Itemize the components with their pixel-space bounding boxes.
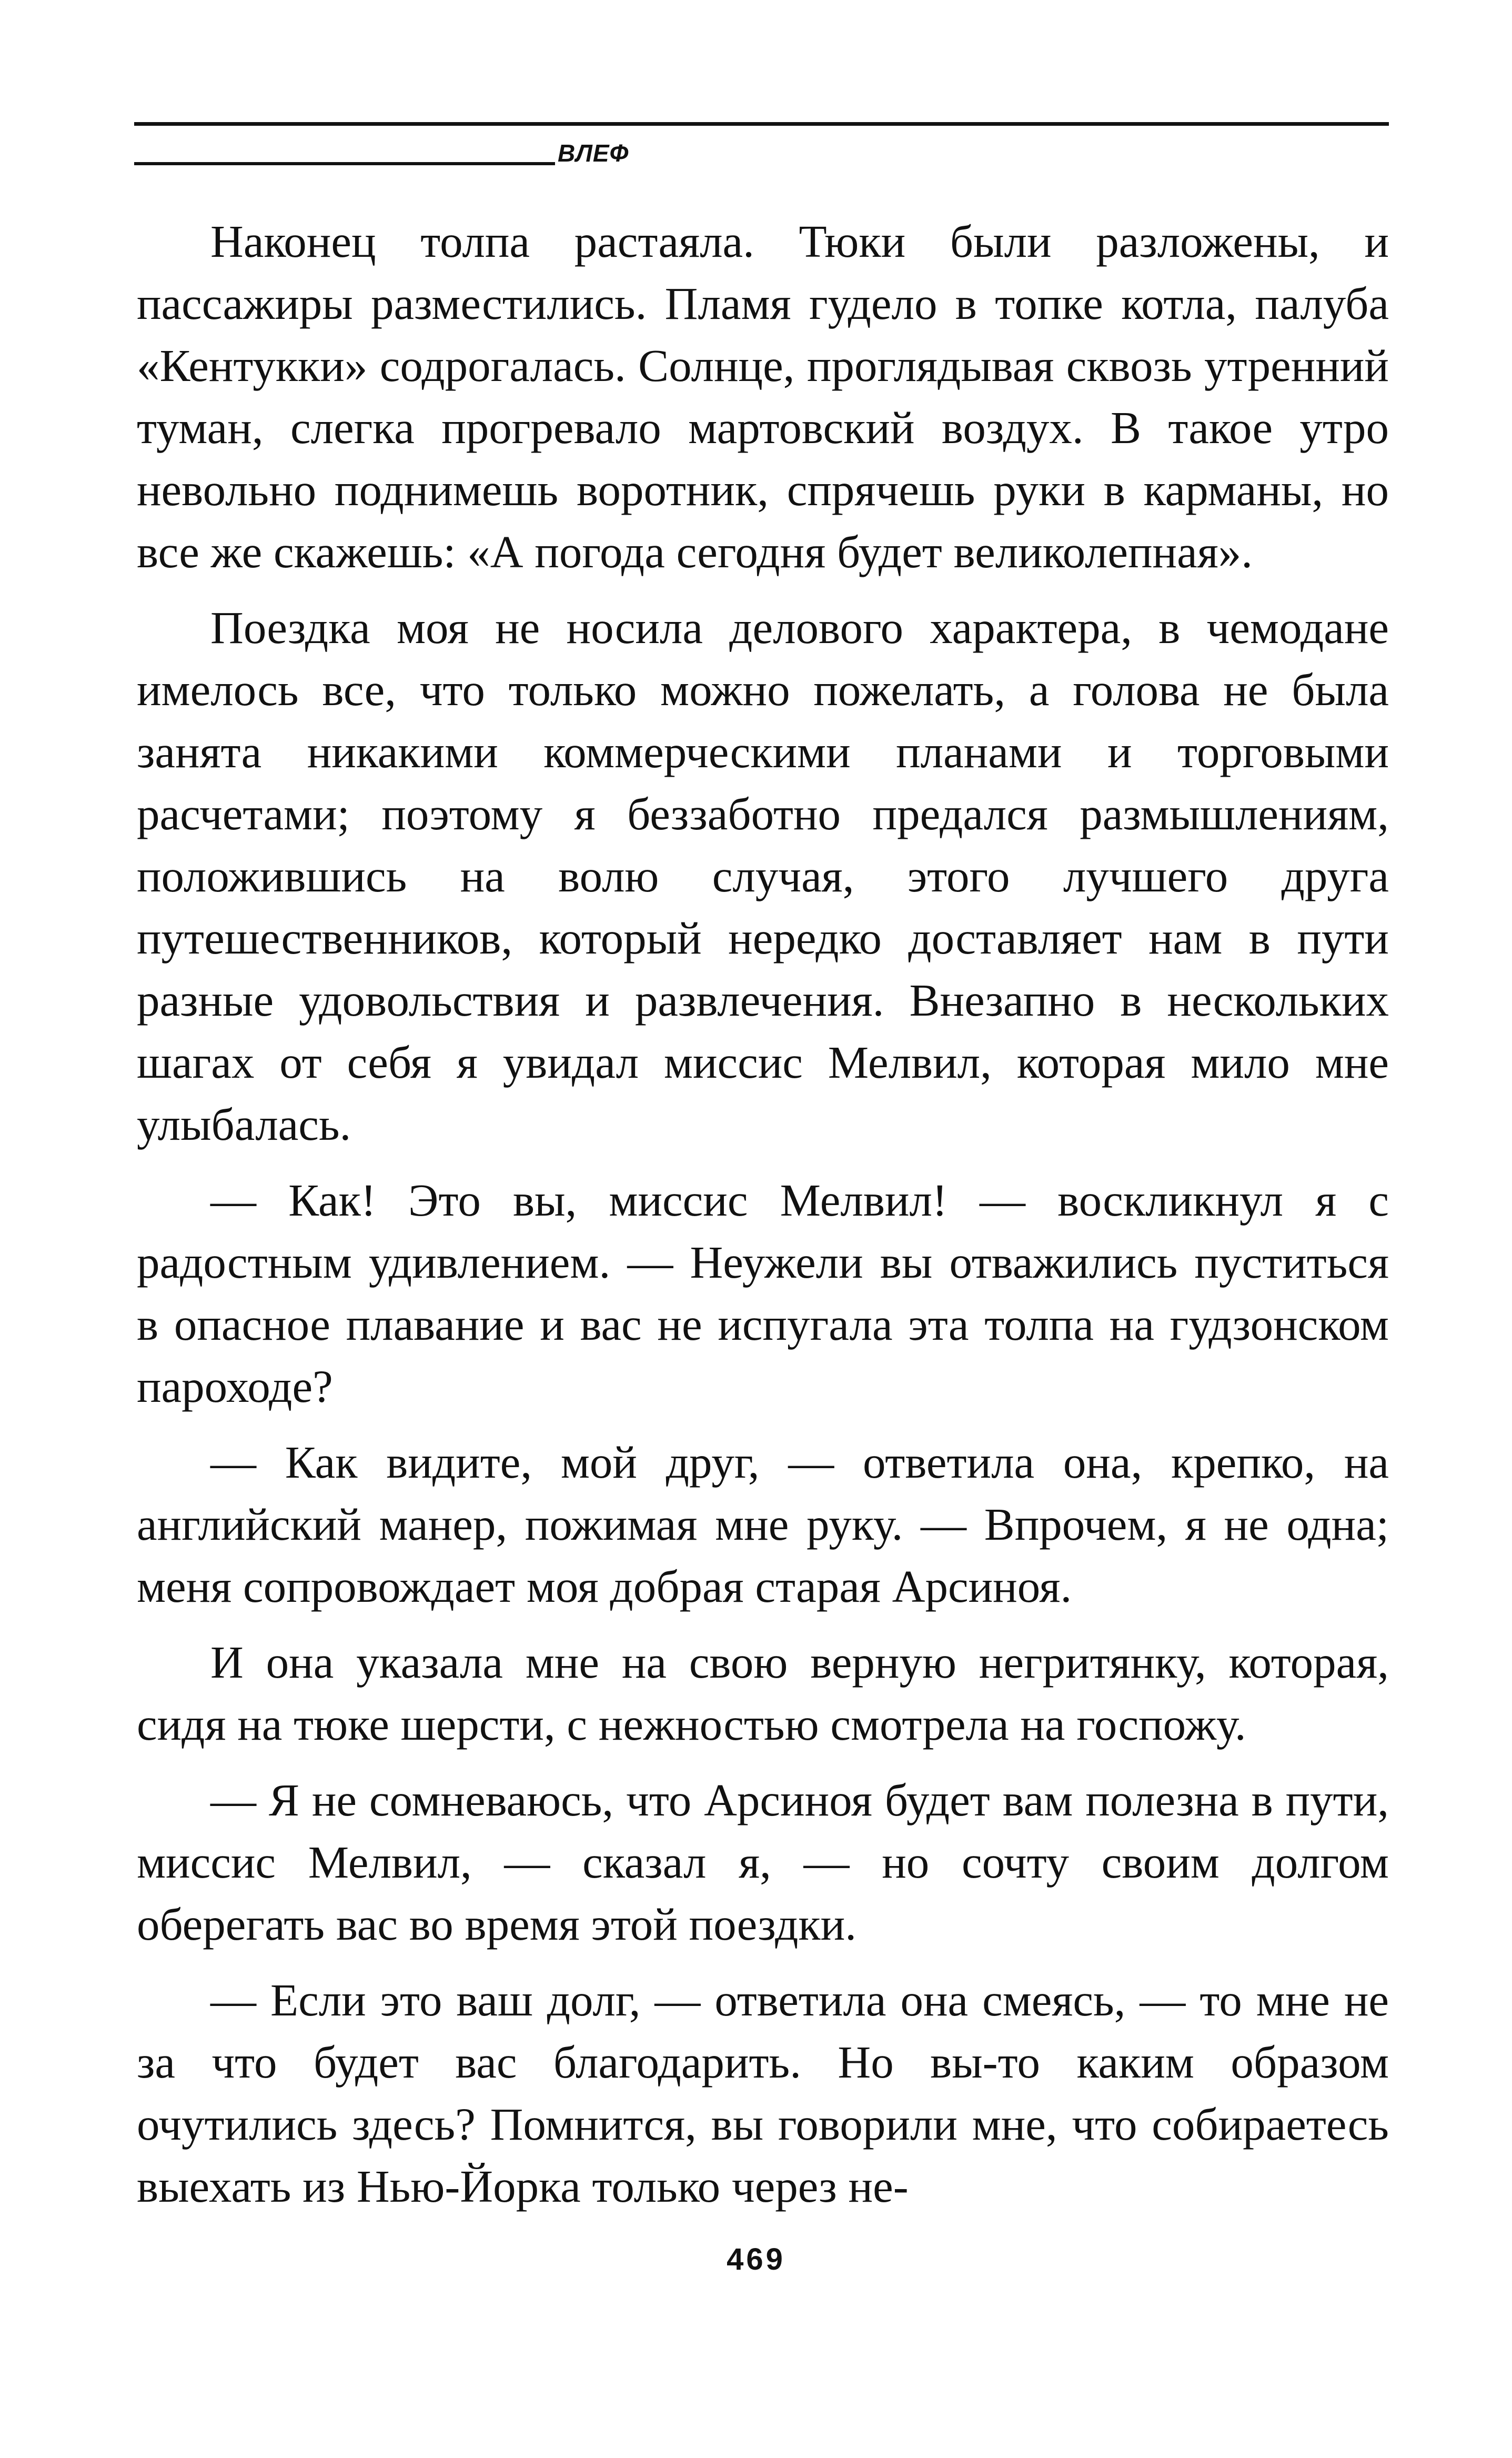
paragraph-5: И она указала мне на свою верную негритянку, которая, сидя на тюке шерсти, с нежностью смотрела на госпожу.: [137, 1637, 1389, 1750]
paragraph-6: — Я не сомневаюсь, что Арсиноя будет вам полезна в пути, миссис Мелвил, — сказал я, — но сочту своим долгом оберегать вас во время этой поездки.: [137, 1774, 1389, 1950]
paragraph-4: — Как видите, мой друг, — ответила она, крепко, на английский манер, пожимая мне руку. — Впрочем, я не одна; меня сопровождает моя добрая старая Арсиноя.: [137, 1437, 1389, 1612]
page-number: 469: [727, 2242, 785, 2276]
body-text: [137, 210, 1389, 2231]
paragraph-3: — Как! Это вы, миссис Мелвил! — воскликнул я с радостным удивлением. — Неужели вы отважились пуститься в опасное плавание и вас не испугала эта толпа на гудзонском пароходе?: [137, 1175, 1389, 1412]
header-top-rule: [134, 122, 1389, 126]
header-left-rule: [134, 162, 555, 165]
running-title: ВЛЕФ: [558, 139, 629, 167]
paragraph-2: Поездка моя не носила делового характера, в чемодане имелось все, что только можно пожелать, а голова не была занята никакими коммерческими планами и торговыми расчетами; поэтому я беззаботно предался размышлениям, положившись на волю случая, этого лучшего друга путешественников, который нередко доставляет нам в пути разные удовольствия и развлечения. Внезапно в нескольких шагах от себя я увидал миссис Мелвил, которая мило мне улыбалась.: [137, 602, 1389, 1150]
paragraph-7: — Если это ваш долг, — ответила она смеясь, — то мне не за что будет вас благодарить. Но вы-то каким образом очутились здесь? Помнится, вы говорили мне, что собираетесь выехать из Нью-Йорка только через не-: [137, 1974, 1389, 2212]
paragraph-1: Наконец толпа растаяла. Тюки были разложены, и пассажиры разместились. Пламя гудело в топке котла, палуба «Кентукки» содрогалась. Солнце, проглядывая сквозь утренний туман, слегка прогревало мартовский воздух. В такое утро невольно поднимешь воротник, спрячешь руки в карманы, но все же скажешь: «А погода сегодня будет великолепная».: [137, 216, 1389, 577]
